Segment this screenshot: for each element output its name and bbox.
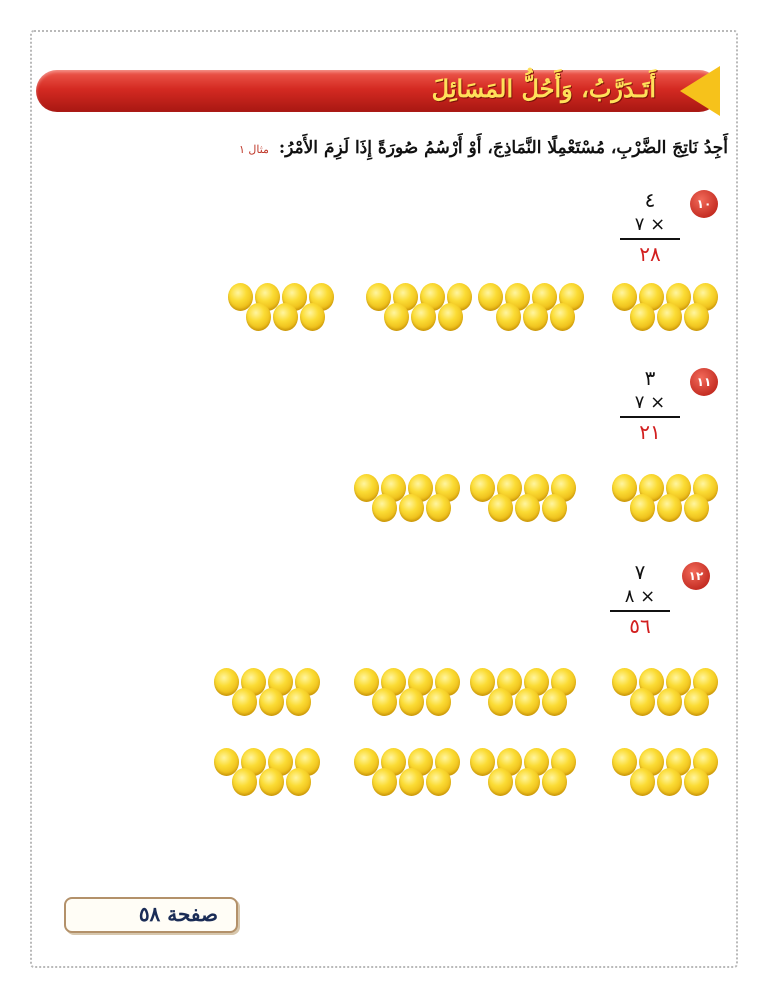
- counter-icon: [542, 688, 567, 716]
- counter-icon: [372, 688, 397, 716]
- counter-icon: [488, 688, 513, 716]
- counter-icon: [259, 688, 284, 716]
- counter-group: [470, 748, 578, 796]
- counter-icon: [384, 303, 409, 331]
- counter-icon: [630, 768, 655, 796]
- counter-icon: [523, 303, 548, 331]
- counter-icon: [399, 688, 424, 716]
- counter-icon: [372, 494, 397, 522]
- counter-group: [366, 283, 474, 331]
- counter-icon: [286, 768, 311, 796]
- problem-number-badge: ١٠: [690, 190, 718, 218]
- product-answer: ٢٨: [639, 242, 661, 266]
- counter-icon: [630, 688, 655, 716]
- counter-icon: [426, 768, 451, 796]
- counter-group: [470, 474, 578, 522]
- multiplier-row: [620, 392, 680, 414]
- arrow-icon: [680, 66, 720, 116]
- counter-icon: [657, 303, 682, 331]
- counter-icon: [630, 494, 655, 522]
- multiplier-row: [620, 214, 680, 236]
- problem-number-badge: ١٢: [682, 562, 710, 590]
- counter-group: [470, 668, 578, 716]
- counter-icon: [232, 688, 257, 716]
- example-reference: مثال ١: [238, 143, 269, 156]
- counter-icon: [399, 768, 424, 796]
- counter-group: [354, 748, 462, 796]
- counter-group: [612, 668, 720, 716]
- multiplicand: ٧: [634, 560, 646, 584]
- page-number-box: [64, 897, 238, 933]
- answer-line: [620, 416, 680, 418]
- section-banner: [36, 70, 720, 112]
- counter-group: [612, 474, 720, 522]
- multiplier: ٧: [634, 392, 645, 413]
- multiplier-row: [610, 586, 670, 608]
- section-title: أَتَـدَرَّبُ، وَأَحُلُّ المَسَائِلَ: [431, 74, 656, 103]
- counter-icon: [684, 303, 709, 331]
- counter-icon: [488, 768, 513, 796]
- counter-icon: [246, 303, 271, 331]
- multiplier: ٧: [634, 214, 645, 235]
- counter-icon: [438, 303, 463, 331]
- multiplicand: ٣: [644, 366, 656, 390]
- counter-group: [228, 283, 336, 331]
- multiplier: ٨: [624, 586, 635, 607]
- counter-icon: [426, 688, 451, 716]
- counter-icon: [657, 768, 682, 796]
- problem-number-badge: ١١: [690, 368, 718, 396]
- multiplication-problem: [620, 366, 680, 444]
- instruction-text: [239, 138, 728, 158]
- counter-icon: [657, 494, 682, 522]
- multiplication-problem: [610, 560, 670, 638]
- counter-group: [612, 748, 720, 796]
- counter-icon: [542, 768, 567, 796]
- times-operator: ×: [640, 586, 656, 607]
- counter-icon: [496, 303, 521, 331]
- counter-icon: [515, 688, 540, 716]
- counter-group: [612, 283, 720, 331]
- counter-icon: [684, 494, 709, 522]
- page-number: صفحة ٥٨: [138, 902, 218, 926]
- counter-icon: [372, 768, 397, 796]
- counter-icon: [232, 768, 257, 796]
- counter-icon: [488, 494, 513, 522]
- counter-icon: [542, 494, 567, 522]
- counter-group: [214, 668, 322, 716]
- multiplicand: ٤: [644, 188, 656, 212]
- counter-icon: [550, 303, 575, 331]
- counter-icon: [259, 768, 284, 796]
- counter-icon: [426, 494, 451, 522]
- counter-icon: [515, 494, 540, 522]
- product-answer: ٢١: [639, 420, 661, 444]
- answer-line: [610, 610, 670, 612]
- multiplication-problem: [620, 188, 680, 266]
- counter-icon: [286, 688, 311, 716]
- product-answer: ٥٦: [629, 614, 651, 638]
- answer-line: [620, 238, 680, 240]
- times-operator: ×: [650, 392, 666, 413]
- counter-icon: [684, 688, 709, 716]
- times-operator: ×: [650, 214, 666, 235]
- counter-icon: [300, 303, 325, 331]
- counter-icon: [657, 688, 682, 716]
- counter-icon: [515, 768, 540, 796]
- counter-icon: [411, 303, 436, 331]
- counter-group: [214, 748, 322, 796]
- counter-group: [354, 668, 462, 716]
- counter-group: [478, 283, 586, 331]
- counter-group: [354, 474, 462, 522]
- instruction-label: أَجِدُ نَاتِجَ الضَّرْبِ، مُسْتَعْمِلًا النَّمَاذِجَ، أَوْ أَرْسُمُ صُورَةً إِذَا لَزِمَ الأَمْرُ:: [278, 138, 728, 158]
- counter-icon: [684, 768, 709, 796]
- counter-icon: [273, 303, 298, 331]
- counter-icon: [399, 494, 424, 522]
- counter-icon: [630, 303, 655, 331]
